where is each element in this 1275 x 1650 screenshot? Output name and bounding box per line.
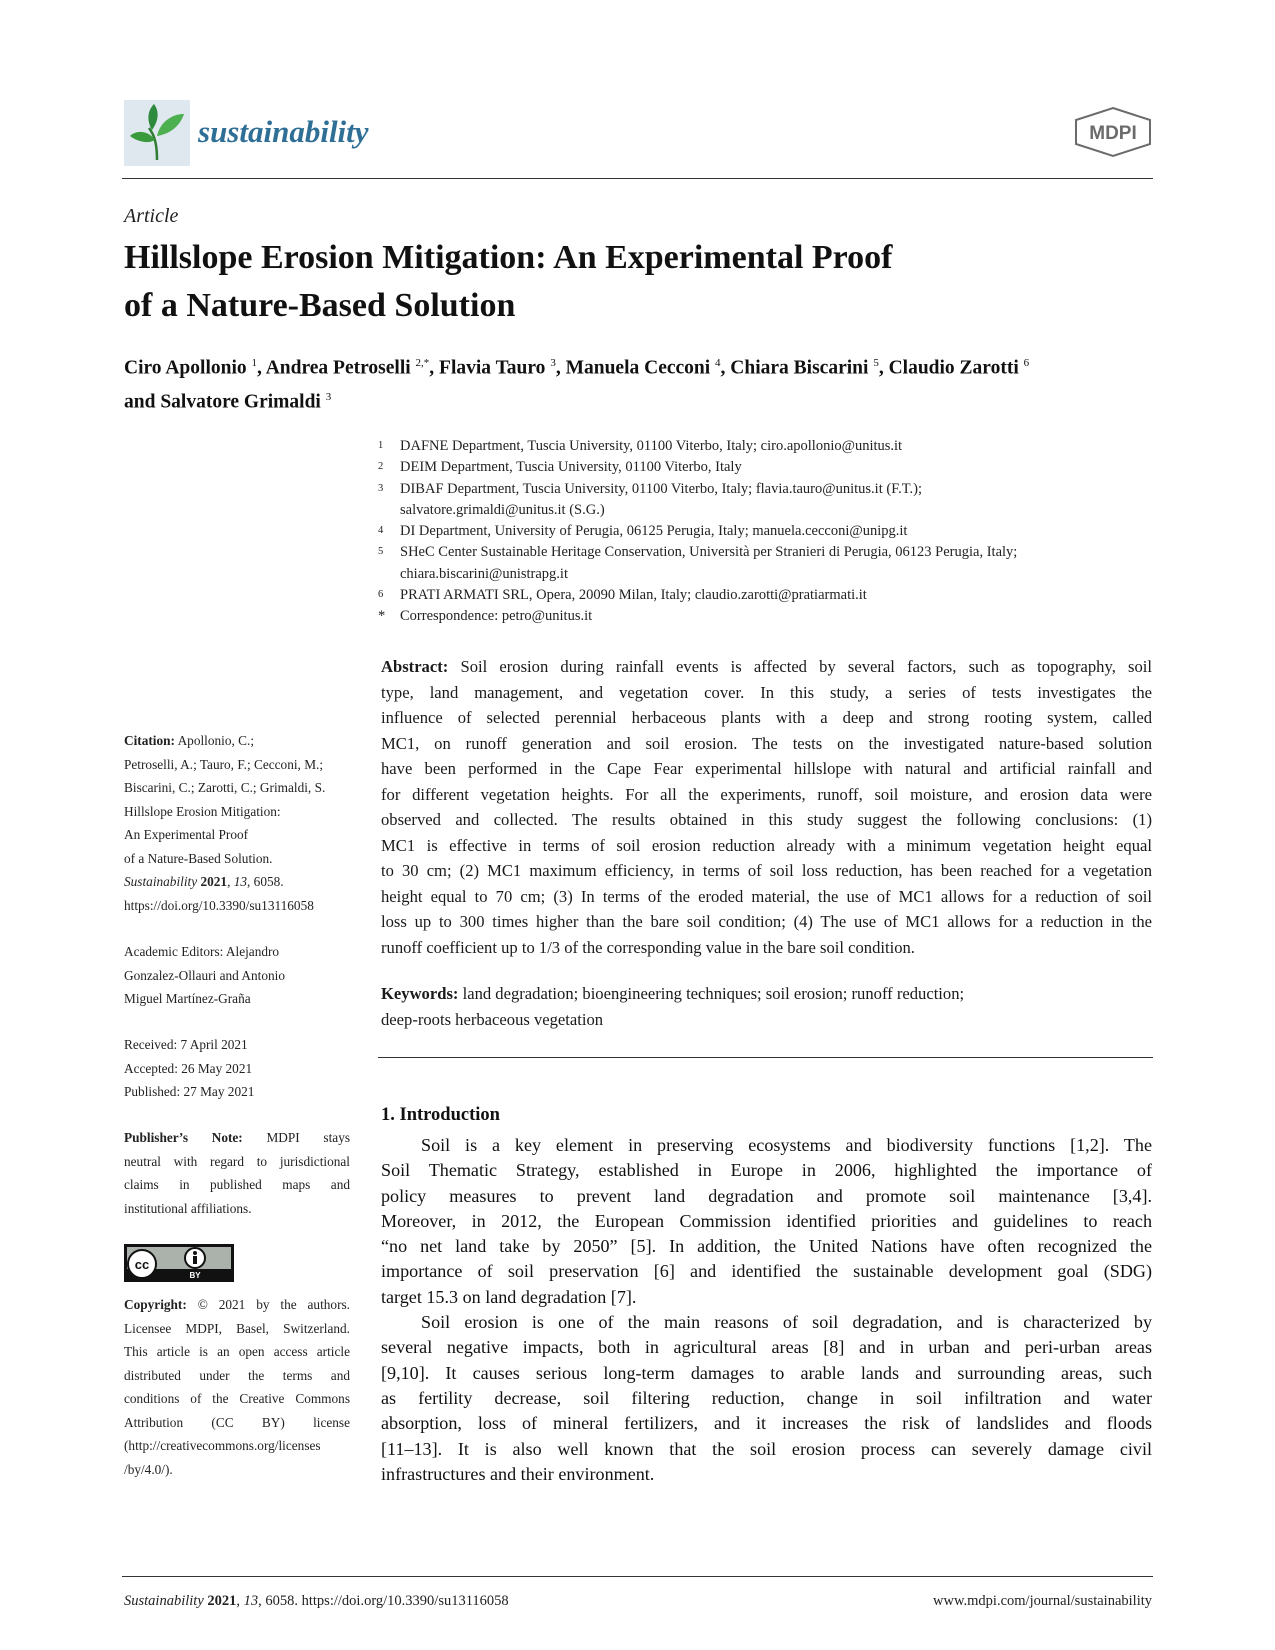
body-line: [9,10]. It causes serious long-term damages to arable lands and surrounding areas, such [381,1362,1152,1383]
footer-citation: Sustainability 2021, 13, 6058. https://doi.org/10.3390/su13116058 [124,1593,509,1609]
author[interactable]: Chiara Biscarini [730,357,869,379]
received-date: Received: 7 April 2021 [124,1037,248,1052]
publisher-note: Publisher’s Note: MDPI stays neutral with regard to jurisdictional claims in published maps and institutional affiliations. [124,1130,351,1216]
citation-line: Petroselli, A.; Tauro, F.; Cecconi, M.; [124,756,324,772]
keywords-line: deep-roots herbaceous vegetation [381,1009,604,1029]
affiliation-cont: chiara.biscarini@unistrapg.it [400,565,568,582]
author-list [124,349,1154,416]
footer-rule [122,1576,1153,1577]
article-title [124,234,1024,330]
journal-logo [124,100,190,166]
abstract-line: observed and collected. The results obtained in this study suggest the following conclusions: (1) [381,810,1152,829]
body-line: several negative impacts, both in agricultural areas [8] and in urban and peri-urban areas [381,1337,1152,1358]
copyright: Copyright: © 2021 by the authors. Licensee MDPI, Basel, Switzerland. This article is an open access article distributed under the terms and conditions of the Creative Commons Attribution (CC BY) license (http://creativecommons.org/licenses /by/4.0/). [124,1293,350,1481]
abstract-line: for different vegetation heights. For all the experiments, runoff, soil moisture, and erosion data were [381,784,1152,804]
abstract-line: have been performed in the Cape Fear experimental hillslope with natural and artificial rainfall and [381,759,1152,778]
affiliation: 3 DIBAF Department, Tuscia University, 01100 Viterbo, Italy; flavia.tauro@unitus.it (F.T.); [378,480,922,497]
author-line: Ciro Apollonio $^1$, Andrea Petroselli $^{2,*}$, Flavia Tauro $^3$, Manuela Cecconi $^4$, Chiara Biscarini $^5$, Claudio Zarotti $^6$ [124,357,1030,379]
svg-text:BY: BY [189,1271,201,1280]
body-line: “no net land take by 2050” [5]. In addition, the United Nations have often recognized the [381,1236,1152,1257]
body-line: Moreover, in 2012, the European Commission identified priorities and guidelines to reach [381,1210,1152,1231]
dates [124,1033,350,1104]
abstract-line: influence of selected perennial herbaceous plants with a deep and strong rooting system, called [381,708,1152,727]
abstract [381,654,1152,960]
academic-editors: Academic Editors: Alejandro Gonzalez-Ollauri and Antonio Miguel Martínez-Graña [124,944,285,1006]
license-link[interactable]: (http://creativecommons.org/licenses [124,1438,321,1453]
author[interactable]: Ciro Apollonio [124,357,247,379]
keywords-line: Keywords: land degradation; bioengineering techniques; soil erosion; runoff reduction; [381,984,965,1003]
title-line: of a Nature-Based Solution [124,287,516,324]
body-line: Soil is a key element in preserving ecosystems and biodiversity functions [1,2]. The [421,1135,1152,1155]
citation-line: of a Nature-Based Solution. [124,850,273,866]
citation-doi-link[interactable]: https://doi.org/10.3390/su13116058 [124,897,314,913]
abstract-line: MC1 is effective in terms of soil erosion reduction already with a minimum vegetation height equal [381,835,1152,855]
author[interactable]: Claudio Zarotti [888,357,1019,379]
body-line: importance of soil preservation [6] and identified the sustainable development goal (SDG) [381,1261,1152,1282]
citation-line: Hillslope Erosion Mitigation: [124,803,281,819]
correspondence: * Correspondence: petro@unitus.it [378,608,593,625]
body-line: absorption, loss of mineral fertilizers, and it increases the risk of landslides and floods [381,1413,1152,1434]
title-line: Hillslope Erosion Mitigation: An Experimental Proof [124,239,893,276]
body-line: target 15.3 on land degradation [7]. [381,1286,637,1307]
article-type: Article [124,205,179,227]
abstract-rule [378,1057,1153,1058]
citation-line: Biscarini, C.; Zarotti, C.; Grimaldi, S. [124,780,326,795]
body-line: as fertility decrease, soil filtering reduction, change in soil infiltration and water [381,1387,1152,1408]
affiliation: 4 DI Department, University of Perugia, 06125 Perugia, Italy; manuela.cecconi@unipg.it [378,523,908,540]
affiliation: 5 SHeC Center Sustainable Heritage Conservation, Università per Stranieri di Perugia, 06123 Perugia, Italy; [378,544,1018,561]
affiliations [378,436,1158,628]
introduction-body [381,1133,1152,1487]
footer-journal-url[interactable]: www.mdpi.com/journal/sustainability [933,1593,1152,1609]
citation-line: Citation: Apollonio, C.; [124,733,255,748]
published-date: Published: 27 May 2021 [124,1084,255,1099]
svg-text:cc: cc [134,1257,150,1272]
license-link[interactable]: /by/4.0/). [124,1461,173,1477]
body-line: Soil erosion is one of the main reasons of soil degradation, and is characterized by [421,1312,1152,1333]
journal-name: sustainability [198,114,369,149]
header-rule [122,178,1153,179]
body-line: policy measures to prevent land degradation and promote soil maintenance [3,4]. [381,1185,1152,1206]
body-line: Soil Thematic Strategy, established in Europe in 2006, highlighted the importance of [381,1160,1152,1181]
affiliation: 2 DEIM Department, Tuscia University, 01100 Viterbo, Italy [378,459,742,476]
abstract-line: MC1, on runoff generation and soil erosion. The tests on the investigated nature-based solution [381,733,1152,753]
abstract-line: type, land management, and vegetation cover. In this study, a series of tests investigates the [381,682,1152,702]
abstract-line: to 30 cm; (2) MC1 maximum efficiency, in terms of soil loss reduction, has been reached for a vegetation [381,861,1152,880]
author[interactable]: Flavia Tauro [439,357,546,379]
abstract-line: Abstract: Soil erosion during rainfall events is affected by several factors, such as topography, soil [381,657,1152,676]
abstract-line: height equal to 70 cm; (3) In terms of the eroded material, the use of MC1 allows for a reduction of soil [381,886,1152,906]
cc-by-license-badge[interactable] [124,1244,234,1282]
author[interactable]: Andrea Petroselli [265,357,411,379]
citation-block [124,729,350,917]
keywords [381,981,1152,1032]
author-line: and Salvatore Grimaldi $^3$ [124,390,332,412]
abstract-line: loss up to 300 times higher than the bare soil condition; (4) The use of MC1 allows for a reduction in the [381,912,1152,931]
leaf-icon [124,100,190,166]
affiliation: 6 PRATI ARMATI SRL, Opera, 20090 Milan, Italy; claudio.zarotti@pratiarmati.it [378,587,867,604]
author[interactable]: Salvatore Grimaldi [160,391,321,412]
affiliation: 1 DAFNE Department, Tuscia University, 01100 Viterbo, Italy; ciro.apollonio@unitus.it [378,438,903,454]
affiliation-cont: salvatore.grimaldi@unitus.it (S.G.) [400,501,605,518]
body-line: [11–13]. It is also well known that the soil erosion process can severely damage civil [381,1438,1152,1459]
accepted-date: Accepted: 26 May 2021 [124,1060,253,1076]
citation-line: Sustainability 2021, 13, 6058. [124,874,284,889]
author[interactable]: Manuela Cecconi [565,357,711,379]
mdpi-logo-text: MDPI [1089,123,1137,144]
section-heading: 1. Introduction [381,1105,500,1125]
citation-line: An Experimental Proof [124,827,249,842]
abstract-line: runoff coefficient up to 1/3 of the corresponding value in the bare soil condition. [381,937,915,957]
body-line: infrastructures and their environment. [381,1463,655,1484]
mdpi-logo [1072,106,1154,162]
